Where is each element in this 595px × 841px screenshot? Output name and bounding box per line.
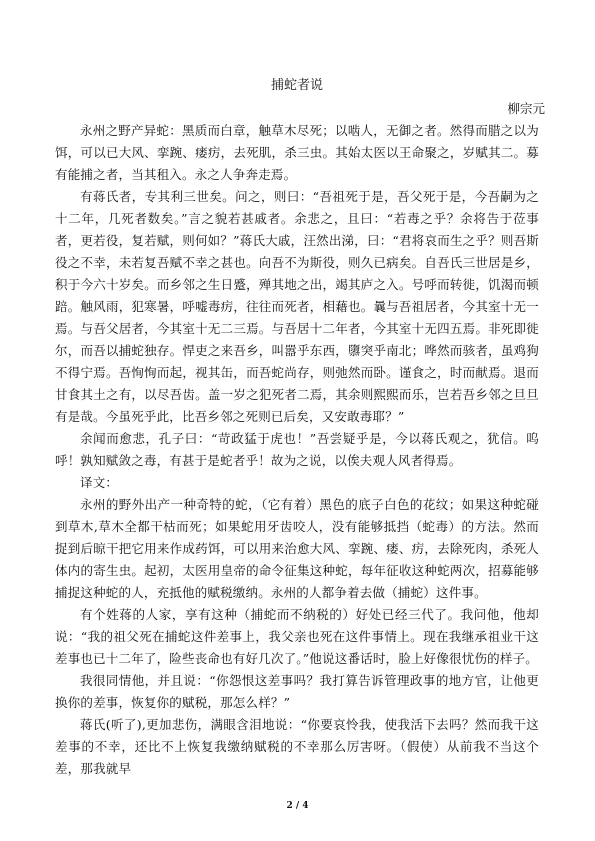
paragraph: 永州的野外出产一种奇特的蛇，（它有着）黑色的底子白色的花纹；如果这种蛇碰到草木,草木全都干枯而死；如果蛇用牙齿咬人，没有能够抵挡（蛇毒）的方法。然而捉到后晾干把它用来作成药饵，可以用来治愈大风、挛踠、瘘、疠，去除死肉，杀死人体内的寄生虫。起初，太医用皇帝的命令征集这种蛇，每年征收这种蛇两次，招募能够捕捉这种蛇的人，充抵他的赋税缴纳。永州的人都争着去做（捕蛇）这件事。 (55, 497, 539, 600)
paragraph: 有个姓蒋的人家，享有这种（捕蛇而不纳税的）好处已经三代了。我问他，他却说：“我的祖父死在捕蛇这件差事上，我父亲也死在这件事情上。现在我继承祖业干这差事也已十二年了，险些丧命也有好几次了。”他说这番话时，脸上好像很忧伤的样子。 (55, 607, 539, 666)
paragraph: 永州之野产异蛇：黑质而白章，触草木尽死；以啮人，无御之者。然得而腊之以为饵，可以已大风、挛踠、瘘疠，去死肌，杀三虫。其始太医以王命聚之，岁赋其二。募有能捕之者，当其租入。永之人争奔走焉。 (55, 123, 539, 182)
paragraph: 我很同情他，并且说：“你怨恨这差事吗？我打算告诉管理政事的地方官，让他更换你的差事，恢复你的赋税，那怎么样？” (55, 673, 539, 710)
paragraph: 蒋氏(听了),更加悲伤，满眼含泪地说：“你要哀怜我，使我活下去吗？然而我干这差事的不幸，还比不上恢复我缴纳赋税的不幸那么厉害呀。（假使）从前我不当这个差，那我就早 (55, 717, 539, 776)
document-body (55, 74, 545, 780)
page-title: 捕蛇者说 (270, 78, 323, 93)
paragraph: 余闻而愈悲，孔子曰：“苛政猛于虎也！”吾尝疑乎是，今以蒋氏观之，犹信。呜呼！孰知赋敛之毒，有甚于是蛇者乎！故为之说，以俟夫观人风者得焉。 (55, 431, 539, 468)
author-name: 柳宗元 (507, 101, 545, 116)
page-number: 2 / 4 (286, 801, 309, 811)
paragraph: 有蒋氏者，专其利三世矣。问之，则曰：“吾祖死于是，吾父死于是，今吾嗣为之十二年，几死者数矣。”言之貌若甚戚者。余悲之，且曰：“若毒之乎？余将告于莅事者，更若役，复若赋，则何如？”蒋氏大戚，汪然出涕，曰：“君将哀而生之乎？则吾斯役之不幸，未若复吾赋不幸之甚也。向吾不为斯役，则久已病矣。自吾氏三世居是乡，积于今六十岁矣。而乡邻之生日蹙，殚其地之出，竭其庐之入。号呼而转徙，饥渴而顿踣。触风雨，犯寒暑，呼嘘毒疠，往往而死者，相藉也。曩与吾祖居者，今其室十无一焉。与吾父居者，今其室十无二三焉。与吾居十二年者，今其室十无四五焉。非死即徙尔，而吾以捕蛇独存。悍吏之来吾乡，叫嚣乎东西，隳突乎南北；哗然而骇者，虽鸡狗不得宁焉。吾恂恂而起，视其缶，而吾蛇尚存，则弛然而卧。谨食之，时而献焉。退而甘食其土之有，以尽吾齿。盖一岁之犯死者二焉，其余则熙熙而乐，岂若吾乡邻之旦旦有是哉。今虽死乎此，比吾乡邻之死则已后矣，又安敢毒耶？” (55, 189, 539, 424)
translation-heading: 译文： (80, 475, 119, 490)
